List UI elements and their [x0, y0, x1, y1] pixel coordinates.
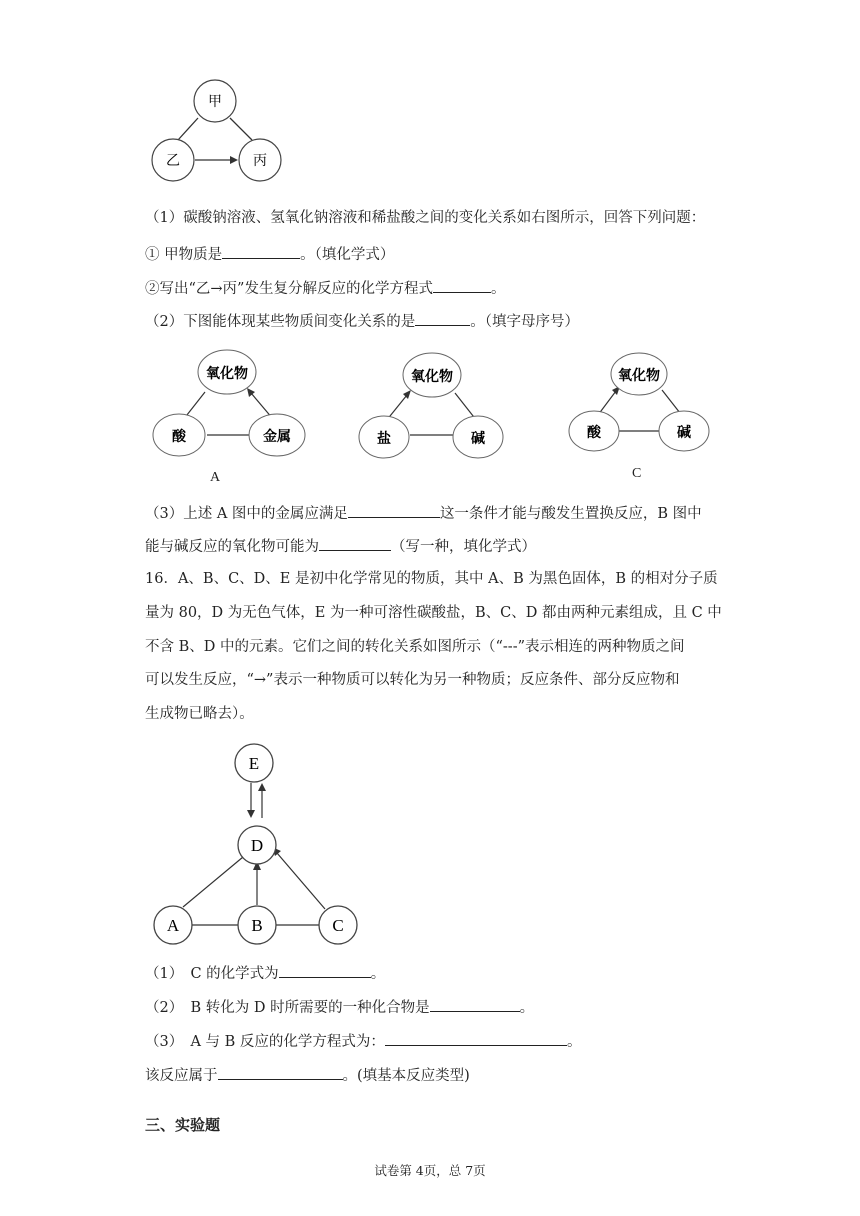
section-heading: 三、实验题	[145, 1116, 221, 1134]
q16-sub2: （2） B 转化为 D 时所需要的一种化合物是 。	[145, 996, 534, 1018]
answer-blank	[218, 1064, 343, 1080]
answer-blank	[433, 277, 491, 293]
q1-part2: ②写出“乙→丙”发生复分解反应的化学方程式 。	[145, 277, 505, 299]
answer-blank	[348, 502, 440, 518]
diagram-b	[355, 345, 515, 465]
answer-blank	[222, 243, 300, 259]
q16-line: 生成物已略去）。	[145, 706, 254, 722]
diagram-a	[145, 345, 315, 465]
node-acid: 酸	[587, 425, 601, 441]
conversion-diagram-abcde	[145, 735, 370, 955]
node-metal: 金属	[263, 429, 291, 445]
node-jia: 甲	[208, 94, 222, 110]
caption-c: C	[632, 466, 642, 481]
node-b: B	[251, 916, 263, 935]
answer-blank	[385, 1030, 567, 1046]
q16-line: 16．A、B、C、D、E 是初中化学常见的物质，其中 A、B 为黑色固体，B 的相对分子质	[145, 571, 718, 587]
node-bing: 丙	[253, 153, 267, 169]
q1-stem: （1）碳酸钠溶液、氢氧化钠溶液和稀盐酸之间的变化关系如右图所示，回答下列问题：	[145, 210, 706, 226]
node-salt: 盐	[377, 431, 391, 447]
node-c: C	[332, 916, 344, 935]
answer-blank	[279, 962, 371, 978]
node-oxide: 氧化物	[206, 366, 248, 382]
q3-line2: 能与碱反应的氧化物可能为 （写一种，填化学式）	[145, 535, 536, 557]
diagram-c	[560, 345, 720, 460]
q2-line: （2）下图能体现某些物质间变化关系的是 。（填字母序号）	[145, 310, 579, 332]
q16-line: 量为 80，D 为无色气体，E 为一种可溶性碳酸盐，B、C、D 都由两种元素组成，且 C 中	[145, 605, 722, 621]
q1-part1: ① 甲物质是 。（填化学式）	[145, 243, 394, 265]
q16-sub3: （3） A 与 B 反应的化学方程式为： 。	[145, 1030, 581, 1052]
q3-line1: （3）上述 A 图中的金属应满足 这一条件才能与酸发生置换反应，B 图中	[145, 502, 702, 524]
node-a: A	[166, 916, 180, 935]
q16-line: 可以发生反应，“→”表示一种物质可以转化为另一种物质；反应条件、部分反应物和	[145, 672, 680, 688]
answer-blank	[415, 310, 470, 326]
node-acid: 酸	[172, 429, 186, 445]
q16-line: 不含 B、D 中的元素。它们之间的转化关系如图所示（“---”表示相连的两种物质之间	[145, 639, 685, 655]
q16-sub4: 该反应属于 。(填基本反应类型)	[145, 1064, 470, 1086]
answer-blank	[430, 996, 520, 1012]
node-base: 碱	[471, 431, 485, 447]
node-oxide: 氧化物	[618, 368, 660, 384]
page-footer: 试卷第 4页，总 7页	[374, 1163, 486, 1178]
node-e: E	[248, 754, 260, 773]
node-oxide: 氧化物	[411, 369, 453, 385]
answer-blank	[319, 535, 391, 551]
node-yi: 乙	[166, 153, 180, 169]
q16-sub1: （1） C 的化学式为 。	[145, 962, 385, 984]
triangle-diagram-jia-yi-bing	[140, 78, 300, 188]
node-base: 碱	[677, 425, 691, 441]
caption-a: A	[210, 470, 221, 485]
node-d: D	[250, 836, 264, 855]
